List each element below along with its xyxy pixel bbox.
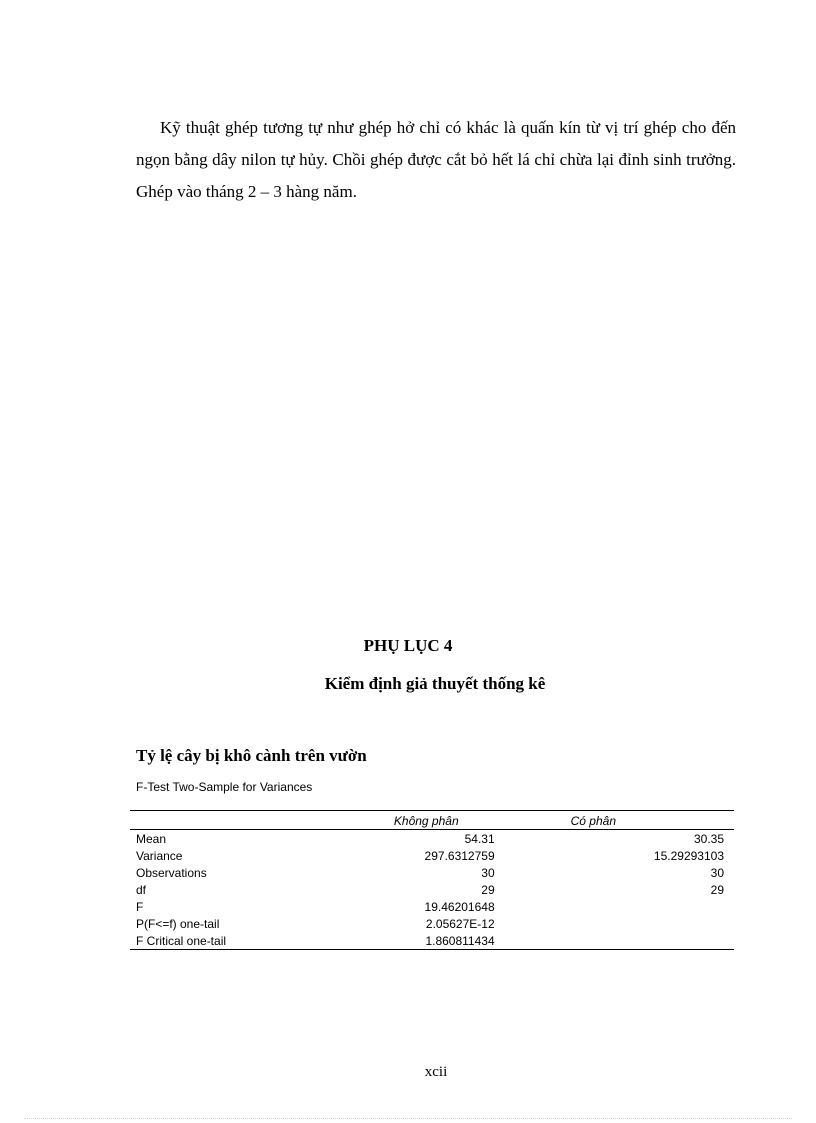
page-bottom-divider — [24, 1118, 792, 1119]
header-khong-phan: Không phân — [393, 813, 459, 828]
page-number: xcii — [424, 1064, 448, 1080]
table-row — [130, 830, 734, 848]
row-label: P(F<=f) one-tail — [136, 916, 220, 931]
value-co-phan: 30 — [710, 865, 724, 880]
row-label: F — [136, 899, 144, 914]
table-row — [130, 864, 734, 881]
value-khong-phan: 1.860811434 — [425, 933, 495, 948]
appendix-subtitle: Kiểm định giả thuyết thống kê — [324, 674, 546, 693]
body-paragraph: Kỹ thuật ghép tương tự như ghép hở chỉ có khác là quấn kín từ vị trí ghép cho đến ngọn bằng dây nilon tự hủy. Chồi ghép được cắt bỏ hết lá chỉ chừa lại đỉnh sinh trưởng. Ghép vào tháng 2 – 3 hàng năm. — [136, 118, 736, 201]
value-co-phan: 30.35 — [693, 831, 724, 846]
table-header-row — [130, 811, 734, 830]
f-test-table — [130, 810, 734, 950]
value-khong-phan: 29 — [481, 882, 495, 897]
value-khong-phan: 297.6312759 — [424, 848, 495, 863]
value-co-phan — [499, 932, 734, 950]
row-label: Observations — [136, 865, 207, 880]
value-khong-phan: 54.31 — [464, 831, 495, 846]
table-row — [130, 898, 734, 915]
test-name-label: F-Test Two-Sample for Variances — [136, 780, 313, 794]
appendix-title: PHỤ LỤC 4 — [363, 636, 453, 655]
header-co-phan: Có phân — [570, 813, 616, 828]
section-heading: Tỷ lệ cây bị khô cành trên vườn — [136, 746, 367, 765]
table-row — [130, 847, 734, 864]
table-header — [130, 811, 734, 830]
table-row — [130, 915, 734, 932]
value-co-phan: 15.29293103 — [653, 848, 724, 863]
value-co-phan — [499, 915, 734, 932]
value-co-phan — [499, 898, 734, 915]
row-label: F Critical one-tail — [136, 933, 227, 948]
header-label-cell — [130, 811, 323, 830]
table-row — [130, 932, 734, 950]
row-label: Mean — [136, 831, 167, 846]
table-row — [130, 881, 734, 898]
value-khong-phan: 19.46201648 — [424, 899, 495, 914]
value-khong-phan: 2.05627E-12 — [425, 916, 495, 931]
table-body — [130, 830, 734, 950]
row-label: Variance — [136, 848, 183, 863]
row-label: df — [136, 882, 147, 897]
value-co-phan: 29 — [710, 882, 724, 897]
value-khong-phan: 30 — [481, 865, 495, 880]
